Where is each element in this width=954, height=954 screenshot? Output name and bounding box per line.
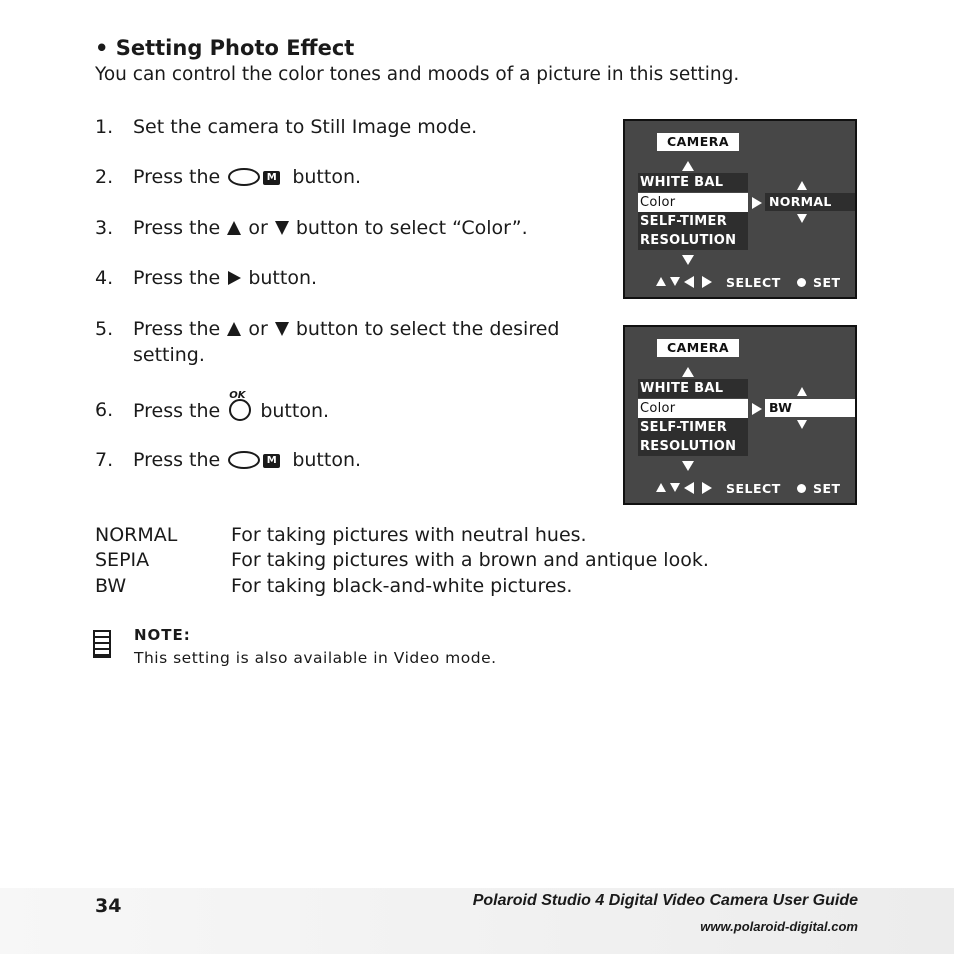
website-url: www.polaroid-digital.com bbox=[700, 919, 858, 934]
step-text-pre: Press the bbox=[133, 449, 221, 471]
definition-term: BW bbox=[95, 575, 127, 597]
up-arrow-icon bbox=[682, 367, 694, 377]
definition-term: NORMAL bbox=[95, 524, 178, 546]
step-number: 2. bbox=[95, 166, 114, 188]
menu-item-self-timer: SELF-TIMER bbox=[638, 212, 748, 231]
notepad-icon bbox=[93, 630, 111, 658]
down-arrow-icon bbox=[797, 214, 807, 223]
definition-desc: For taking black-and-white pictures. bbox=[231, 575, 573, 597]
up-arrow-icon bbox=[797, 387, 807, 396]
menu-button-icon: M bbox=[228, 167, 284, 187]
step-text-post: button. bbox=[292, 166, 362, 188]
camera-menu-screen-normal bbox=[623, 119, 857, 299]
step-text-post: button. bbox=[292, 449, 362, 471]
step-text-mid: or bbox=[248, 318, 268, 340]
footer-set-label: SET bbox=[813, 481, 841, 496]
menu-button-icon: M bbox=[228, 450, 284, 470]
page-number: 34 bbox=[95, 895, 122, 917]
step-text-line2: setting. bbox=[133, 344, 205, 366]
step-text-pre: Press the bbox=[133, 400, 221, 422]
step-number: 4. bbox=[95, 267, 114, 289]
ok-button-icon: OK bbox=[228, 397, 252, 421]
step-number: 1. bbox=[95, 116, 114, 138]
up-arrow-icon bbox=[682, 161, 694, 171]
note-title: NOTE: bbox=[134, 626, 191, 644]
right-arrow-icon bbox=[752, 403, 762, 415]
menu-item-color: Color bbox=[638, 193, 748, 212]
definition-desc: For taking pictures with neutral hues. bbox=[231, 524, 587, 546]
right-arrow-icon bbox=[752, 197, 762, 209]
menu-item-resolution: RESOLUTION bbox=[638, 231, 748, 250]
step-number: 3. bbox=[95, 217, 114, 239]
up-arrow-icon bbox=[656, 277, 666, 286]
down-arrow-icon bbox=[670, 483, 680, 492]
menu-item-self-timer: SELF-TIMER bbox=[638, 418, 748, 437]
right-arrow-icon bbox=[226, 270, 242, 286]
up-arrow-icon bbox=[226, 321, 242, 337]
left-arrow-icon bbox=[684, 482, 694, 494]
step-text-pre: Press the bbox=[133, 318, 221, 340]
intro-text: You can control the color tones and moods of a picture in this setting. bbox=[95, 64, 740, 85]
step-text-pre: Press the bbox=[133, 217, 221, 239]
menu-item-resolution: RESOLUTION bbox=[638, 437, 748, 456]
section-heading: • Setting Photo Effect bbox=[95, 36, 355, 60]
menu-item-color: Color bbox=[638, 399, 748, 418]
step-number: 7. bbox=[95, 449, 114, 471]
step-text-post: button to select “Color”. bbox=[295, 217, 528, 239]
guide-title: Polaroid Studio 4 Digital Video Camera User Guide bbox=[472, 892, 858, 909]
note-text: This setting is also available in Video mode. bbox=[134, 649, 497, 667]
up-arrow-icon bbox=[656, 483, 666, 492]
menu-item-white-bal: WHITE BAL bbox=[638, 173, 748, 192]
set-dot-icon bbox=[797, 278, 806, 287]
camera-tab-label: CAMERA bbox=[657, 339, 739, 357]
step-text-pre: Press the bbox=[133, 267, 221, 289]
step-text-pre: Press the bbox=[133, 166, 221, 188]
step-text-post: button. bbox=[260, 400, 330, 422]
camera-tab-label: CAMERA bbox=[657, 133, 739, 151]
up-arrow-icon bbox=[797, 181, 807, 190]
down-arrow-icon bbox=[670, 277, 680, 286]
menu-item-white-bal: WHITE BAL bbox=[638, 379, 748, 398]
right-arrow-icon bbox=[702, 276, 712, 288]
footer-select-label: SELECT bbox=[726, 481, 781, 496]
up-arrow-icon bbox=[226, 220, 242, 236]
right-arrow-icon bbox=[702, 482, 712, 494]
footer-select-label: SELECT bbox=[726, 275, 781, 290]
set-dot-icon bbox=[797, 484, 806, 493]
step-text: Set the camera to Still Image mode. bbox=[133, 116, 478, 138]
down-arrow-icon bbox=[274, 321, 290, 337]
definition-desc: For taking pictures with a brown and antique look. bbox=[231, 549, 709, 571]
step-text-post: button. bbox=[248, 267, 318, 289]
step-number: 6. bbox=[95, 399, 114, 421]
step-text-post: button to select the desired bbox=[295, 318, 560, 340]
left-arrow-icon bbox=[684, 276, 694, 288]
down-arrow-icon bbox=[682, 461, 694, 471]
down-arrow-icon bbox=[682, 255, 694, 265]
footer-set-label: SET bbox=[813, 275, 841, 290]
step-number: 5. bbox=[95, 318, 114, 340]
menu-value: BW bbox=[765, 399, 855, 417]
definition-term: SEPIA bbox=[95, 549, 150, 571]
menu-value: NORMAL bbox=[765, 193, 855, 211]
step-text-mid: or bbox=[248, 217, 268, 239]
camera-menu-screen-bw bbox=[623, 325, 857, 505]
down-arrow-icon bbox=[274, 220, 290, 236]
down-arrow-icon bbox=[797, 420, 807, 429]
